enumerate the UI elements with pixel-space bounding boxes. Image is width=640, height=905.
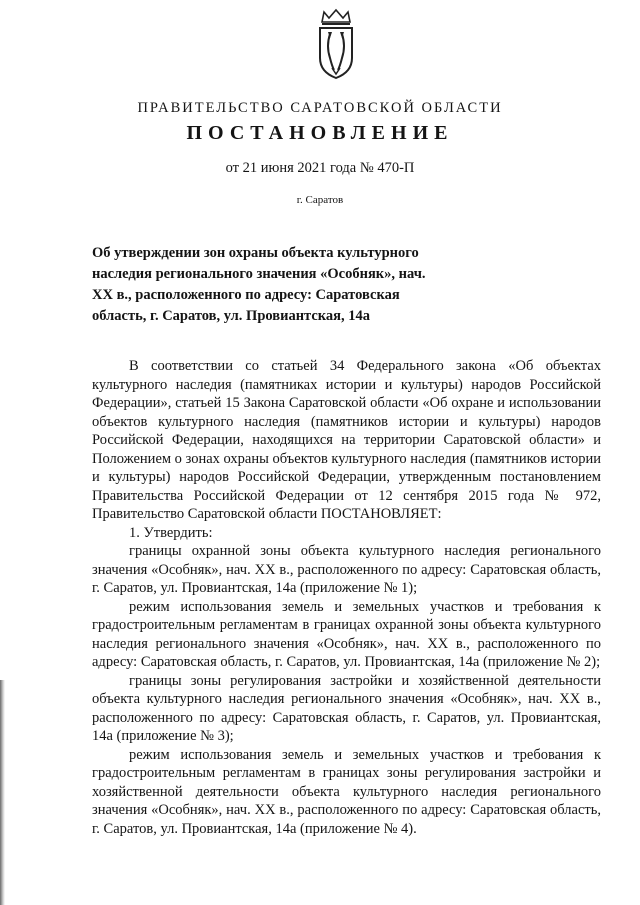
clause-item: режим использования земель и земельных участков и требования к градостроительным регламентам в границах охранной зоны объекта культурного наследия регионального значения «Особняк», нач. XX в., расположенного по адресу: Саратовская область, г. Саратов, ул. Провиантская, 14а (приложение № 2); bbox=[92, 598, 601, 670]
clause-item: границы зоны регулирования застройки и хозяйственной деятельности объекта культурного наследия регионального значения «Особняк», нач. XX в., расположенного по адресу: Саратовская область, г. Саратов, ул. Провиантская, 14а (приложение № 3); bbox=[92, 672, 601, 744]
government-name: ПРАВИТЕЛЬСТВО САРАТОВСКОЙ ОБЛАСТИ bbox=[137, 100, 503, 116]
scan-edge-shadow bbox=[0, 680, 5, 905]
clause-item: границы охранной зоны объекта культурного наследия регионального значения «Особняк», нач. XX в., расположенного по адресу: Саратовская область, г. Саратов, ул. Провиантская, 14а (приложение № 1); bbox=[92, 543, 601, 596]
clause-paragraph: 1. Утвердить: bbox=[129, 524, 213, 541]
clause-item: режим использования земель и земельных участков и требования к градостроительным регламентам в границах зоны регулирования застройки и хозяйственной деятельности объекта культурного наследия регионального значения «Особняк», нач. XX в., расположенного по адресу: Саратовская область, г. Саратов, ул. Провиантская, 14а (приложение № 4). bbox=[92, 746, 601, 837]
coat-of-arms-icon bbox=[312, 8, 360, 80]
document-date-number: от 21 июня 2021 года № 470-П bbox=[225, 160, 415, 176]
document-type: ПОСТАНОВЛЕНИЕ bbox=[186, 122, 454, 144]
preamble-paragraph: В соответствии со статьей 34 Федерального закона «Об объектах культурного наследия (памятниках истории и культуры) народов Российской Федерации», статьей 15 Закона Саратовской области «Об охране и использовании объектов культурного наследия (памятников истории и культуры) народов Российской Федерации, находящихся на территории Саратовской области» и Положением о зонах охраны объектов культурного наследия (памятников истории и культуры) народов Российской Федерации, утвержденным постановлением Правительства Российской Федерации от 12 сентября 2015 года № 972, Правительство Саратовской области ПОСТАНОВЛЯЕТ: bbox=[92, 358, 601, 522]
document-title: Об утверждении зон охраны объекта культурного наследия регионального значения «Особняк», нач. XX в., расположенного по адресу: Саратовская область, г. Саратов, ул. Провиантская, 14а bbox=[92, 245, 426, 324]
document-city: г. Саратов bbox=[296, 194, 344, 206]
document-body bbox=[92, 357, 601, 838]
